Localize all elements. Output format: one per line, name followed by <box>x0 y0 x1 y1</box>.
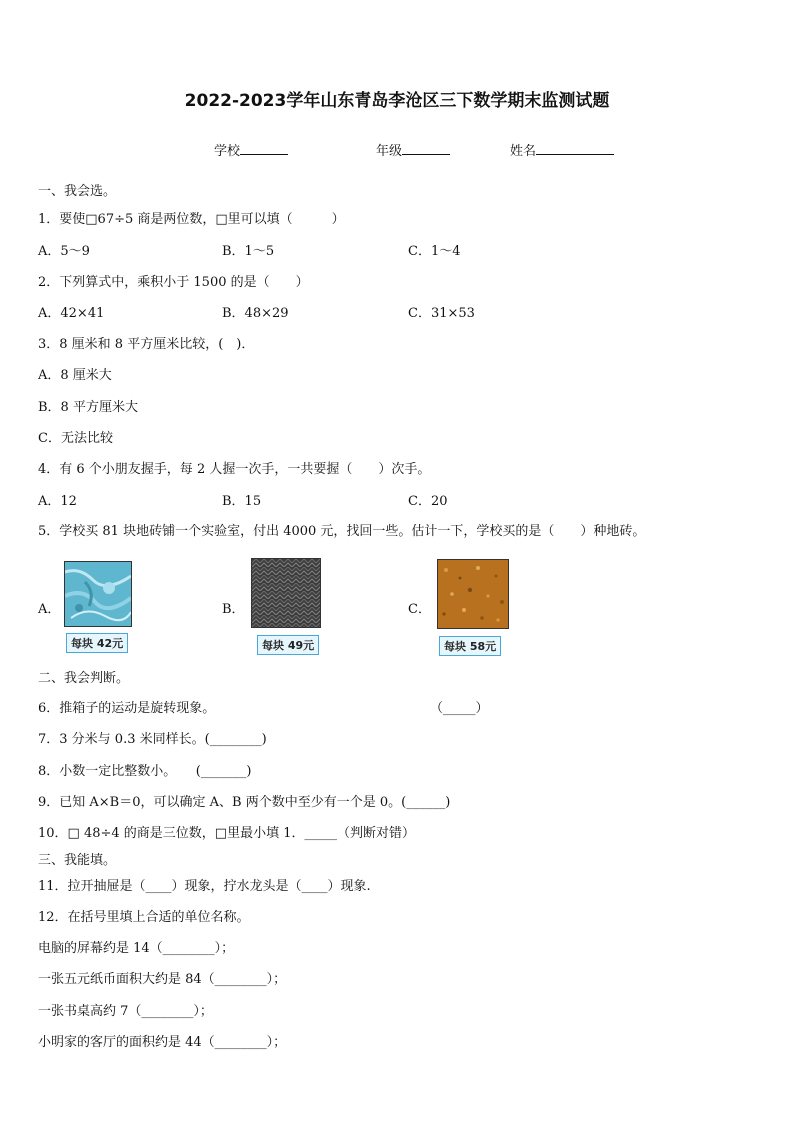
question-9: 9．已知 A×B＝0，可以确定 A、B 两个数中至少有一个是 0。(______) <box>38 795 451 810</box>
dark-herringbone-tile-image <box>251 558 321 628</box>
grade-field <box>376 140 450 159</box>
question-5: 5．学校买 81 块地砖铺一个实验室，付出 4000 元，找回一些。估计一下，学校买的是（ ）种地砖。 <box>38 524 646 539</box>
price-tag-a: 每块 42元 <box>66 633 128 653</box>
name-label: 姓名 <box>510 144 537 159</box>
q4-option-c: C．20 <box>408 494 448 509</box>
fill-item: 一张书桌高约 7（________）； <box>38 1004 213 1019</box>
q1-option-b: B．1～5 <box>222 244 275 259</box>
blue-marble-tile-image <box>64 561 132 627</box>
page-title: 2022-2023学年山东青岛李沧区三下数学期末监测试题 <box>184 91 610 111</box>
question-11: 11．拉开抽屉是（____）现象，拧水龙头是（____）现象. <box>38 879 371 894</box>
school-label: 学校 <box>214 144 241 159</box>
q6-answer-blank[interactable]: （_____） <box>430 701 489 716</box>
section-heading-2: 二、我会判断。 <box>38 671 130 686</box>
question-8: 8．小数一定比整数小。 (_______) <box>38 764 252 779</box>
question-7: 7．3 分米与 0.3 米同样长。(________) <box>38 732 267 747</box>
question-4: 4．有 6 个小朋友握手，每 2 人握一次手，一共要握（ ）次手。 <box>38 462 431 477</box>
orange-stone-tile-image <box>437 559 509 629</box>
price-tag-c: 每块 58元 <box>439 636 501 656</box>
herringbone-texture <box>252 559 320 627</box>
q5-option-a-label: A． <box>38 602 61 617</box>
q2-option-c: C．31×53 <box>408 306 475 321</box>
question-6: 6．推箱子的运动是旋转现象。 <box>38 701 216 716</box>
q5-option-c-label: C． <box>408 602 431 617</box>
section-heading-1: 一、我会选。 <box>38 184 117 199</box>
q3-option-a: A．8 厘米大 <box>38 368 112 383</box>
q2-option-b: B．48×29 <box>222 306 289 321</box>
grade-label: 年级 <box>376 144 403 159</box>
fill-item: 电脑的屏幕约是 14（________）； <box>38 941 235 956</box>
name-blank[interactable] <box>536 140 614 155</box>
q5-option-b-label: B． <box>222 602 245 617</box>
fill-item: 小明家的客厅的面积约是 44（________）； <box>38 1035 287 1050</box>
speckled-texture <box>438 560 508 628</box>
q2-option-a: A．42×41 <box>38 306 105 321</box>
section-heading-3: 三、我能填。 <box>38 853 117 868</box>
q3-option-b: B．8 平方厘米大 <box>38 400 138 415</box>
school-blank[interactable] <box>240 140 288 155</box>
blue-marble-texture <box>65 562 131 626</box>
fill-item: 一张五元纸币面积大约是 84（________）； <box>38 972 287 987</box>
question-10: 10．□ 48÷4 的商是三位数，□里最小填 1．_____（判断对错） <box>38 826 415 841</box>
price-tag-b: 每块 49元 <box>257 635 319 655</box>
school-field <box>214 140 288 159</box>
question-1: 1．要使□67÷5 商是两位数，□里可以填（ ） <box>38 212 345 227</box>
question-2: 2．下列算式中，乘积小于 1500 的是（ ） <box>38 275 309 290</box>
q1-option-c: C．1～4 <box>408 244 461 259</box>
name-field <box>510 140 614 159</box>
question-12: 12．在括号里填上合适的单位名称。 <box>38 910 250 925</box>
question-3: 3．8 厘米和 8 平方厘米比较，( )． <box>38 337 255 352</box>
q4-option-b: B．15 <box>222 494 262 509</box>
grade-blank[interactable] <box>402 140 450 155</box>
q1-option-a: A．5～9 <box>38 244 90 259</box>
q3-option-c: C．无法比较 <box>38 431 113 446</box>
q4-option-a: A．12 <box>38 494 77 509</box>
